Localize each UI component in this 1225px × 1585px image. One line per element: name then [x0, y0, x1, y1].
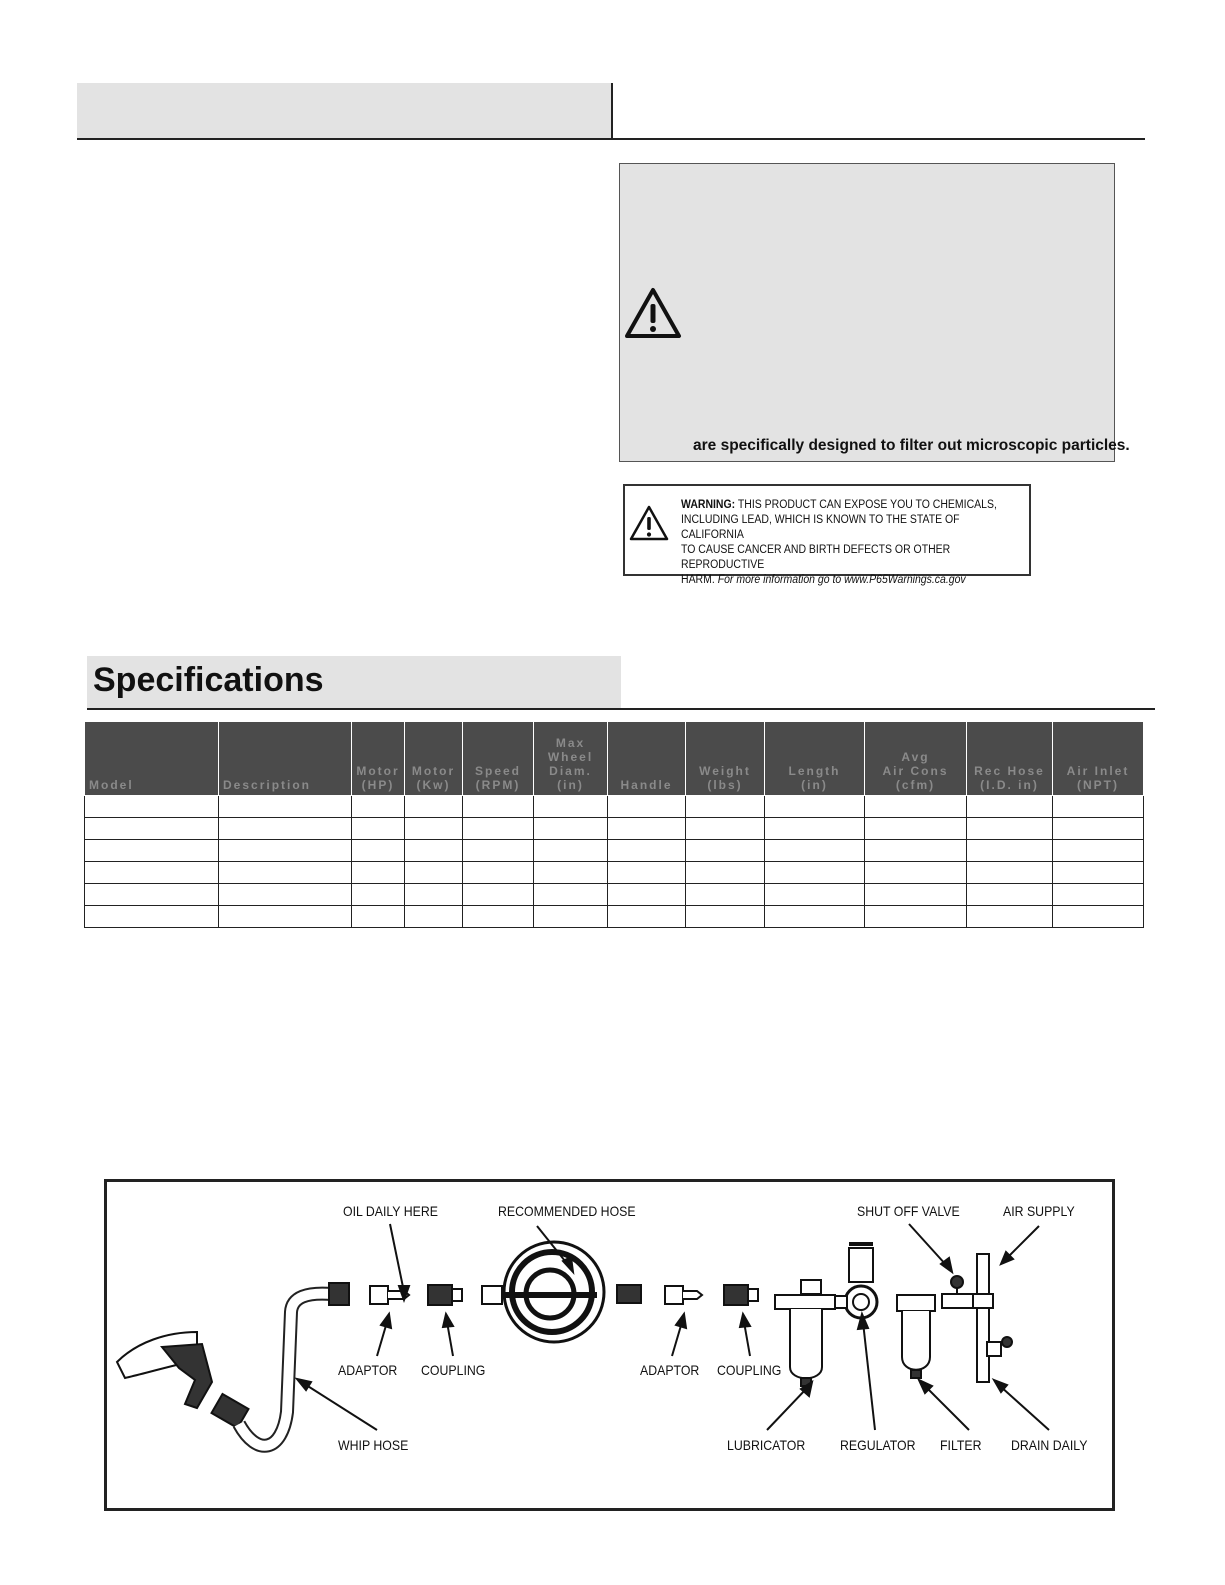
column-header: Description [219, 722, 352, 796]
table-cell [534, 840, 608, 862]
table-cell [405, 796, 463, 818]
table-cell [219, 862, 352, 884]
table-cell [352, 906, 405, 928]
adaptor-2 [665, 1286, 683, 1304]
warning-triangle-icon [629, 505, 669, 541]
table-cell [85, 884, 219, 906]
column-header: Avg Air Cons (cfm) [865, 722, 967, 796]
table-cell [463, 840, 534, 862]
table-cell [463, 796, 534, 818]
column-header: Max Wheel Diam. (in) [534, 722, 608, 796]
table-cell [967, 840, 1053, 862]
label-coupling: COUPLING [717, 1362, 782, 1378]
table-cell [865, 906, 967, 928]
table-cell [967, 818, 1053, 840]
table-cell [865, 840, 967, 862]
label-oil-daily-here: OIL DAILY HERE [343, 1203, 438, 1219]
warning-line-2: INCLUDING LEAD, WHICH IS KNOWN TO THE STATE OF CALIFORNIA [681, 512, 960, 541]
table-row [85, 796, 1144, 818]
table-cell [608, 796, 686, 818]
table-cell [765, 796, 865, 818]
table-cell [219, 796, 352, 818]
table-cell [865, 884, 967, 906]
table-cell [405, 884, 463, 906]
table-cell [967, 906, 1053, 928]
warning-line-3: TO CAUSE CANCER AND BIRTH DEFECTS OR OTHER REPRODUCTIVE [681, 542, 951, 571]
table-cell [352, 840, 405, 862]
coupling-1 [428, 1285, 452, 1305]
label-whip-hose: WHIP HOSE [338, 1437, 409, 1453]
table-cell [686, 906, 765, 928]
table-cell [352, 818, 405, 840]
section-header-divider [611, 83, 613, 140]
table-cell [85, 862, 219, 884]
table-cell [85, 840, 219, 862]
table-row [85, 840, 1144, 862]
table-cell [967, 884, 1053, 906]
table-cell [1053, 884, 1144, 906]
table-header-row [85, 722, 1144, 796]
table-cell [765, 906, 865, 928]
label-filter: FILTER [940, 1437, 982, 1453]
table-cell [686, 840, 765, 862]
air-tool-icon [117, 1332, 248, 1428]
hose-fitting [329, 1283, 349, 1305]
table-cell [405, 818, 463, 840]
table-cell [405, 906, 463, 928]
table-cell [1053, 840, 1144, 862]
table-cell [608, 884, 686, 906]
table-cell [1053, 796, 1144, 818]
table-row [85, 862, 1144, 884]
label-regulator: REGULATOR [840, 1437, 916, 1453]
table-cell [85, 906, 219, 928]
table-cell [534, 862, 608, 884]
table-cell [686, 818, 765, 840]
table-cell [534, 884, 608, 906]
column-header: Speed (RPM) [463, 722, 534, 796]
specifications-rule [87, 708, 1155, 710]
label-shut-off-valve: SHUT OFF VALVE [857, 1203, 960, 1219]
label-recommended-hose: RECOMMENDED HOSE [498, 1203, 636, 1219]
warning-line-4: HARM. [681, 572, 715, 586]
label-adaptor: ADAPTOR [640, 1362, 700, 1378]
table-cell [865, 796, 967, 818]
adaptor-1 [370, 1286, 388, 1304]
table-cell [405, 862, 463, 884]
coupling-2 [724, 1285, 748, 1305]
table-cell [405, 840, 463, 862]
table-cell [534, 796, 608, 818]
air-supply-drop [973, 1254, 1012, 1382]
table-cell [765, 862, 865, 884]
column-header: Motor (Kw) [405, 722, 463, 796]
table-row [85, 906, 1144, 928]
lubricator [775, 1280, 835, 1386]
label-coupling: COUPLING [421, 1362, 486, 1378]
table-cell [686, 884, 765, 906]
safety-info-box [619, 163, 1115, 462]
air-system-illustration [107, 1182, 1112, 1508]
table-cell [608, 840, 686, 862]
label-lubricator: LUBRICATOR [727, 1437, 806, 1453]
warning-line-1: THIS PRODUCT CAN EXPOSE YOU TO CHEMICALS, [737, 497, 997, 511]
table-cell [1053, 906, 1144, 928]
column-header: Rec Hose (I.D. in) [967, 722, 1053, 796]
table-cell [765, 818, 865, 840]
table-cell [534, 906, 608, 928]
column-header: Motor (HP) [352, 722, 405, 796]
table-cell [352, 862, 405, 884]
table-cell [686, 862, 765, 884]
prop65-warning-text [681, 497, 1021, 587]
column-header: Weight (lbs) [686, 722, 765, 796]
table-row [85, 884, 1144, 906]
warning-label: WARNING: [681, 497, 736, 511]
table-cell [865, 862, 967, 884]
table-cell [765, 884, 865, 906]
filter [897, 1295, 935, 1378]
table-cell [865, 818, 967, 840]
specifications-table [84, 722, 1144, 928]
table-cell [219, 884, 352, 906]
warning-triangle-icon [624, 287, 682, 339]
warning-link-text: For more information go to www.P65Warnings.ca.gov [717, 572, 966, 586]
column-header: Length (in) [765, 722, 865, 796]
section-header-bar [77, 83, 612, 140]
table-cell [463, 906, 534, 928]
shut-off-valve [942, 1276, 974, 1308]
column-header: Handle [608, 722, 686, 796]
table-cell [352, 796, 405, 818]
table-cell [463, 862, 534, 884]
specifications-title: Specifications [93, 661, 324, 699]
table-cell [219, 840, 352, 862]
section-header-rule [77, 138, 1145, 140]
table-cell [219, 906, 352, 928]
table-cell [608, 906, 686, 928]
label-air-supply: AIR SUPPLY [1003, 1203, 1075, 1219]
table-cell [1053, 862, 1144, 884]
safety-box-text: are specifically designed to filter out microscopic particles. [693, 437, 1130, 454]
table-cell [352, 884, 405, 906]
regulator [835, 1244, 877, 1318]
table-cell [463, 884, 534, 906]
table-cell [686, 796, 765, 818]
table-row [85, 818, 1144, 840]
table-cell [967, 862, 1053, 884]
column-header: Model [85, 722, 219, 796]
label-adaptor: ADAPTOR [338, 1362, 398, 1378]
table-cell [608, 818, 686, 840]
table-cell [85, 796, 219, 818]
table-cell [608, 862, 686, 884]
table-cell [534, 818, 608, 840]
table-cell [463, 818, 534, 840]
table-cell [219, 818, 352, 840]
label-drain-daily: DRAIN DAILY [1011, 1437, 1088, 1453]
table-cell [967, 796, 1053, 818]
column-header: Air Inlet (NPT) [1053, 722, 1144, 796]
table-cell [765, 840, 865, 862]
table-cell [1053, 818, 1144, 840]
table-cell [85, 818, 219, 840]
